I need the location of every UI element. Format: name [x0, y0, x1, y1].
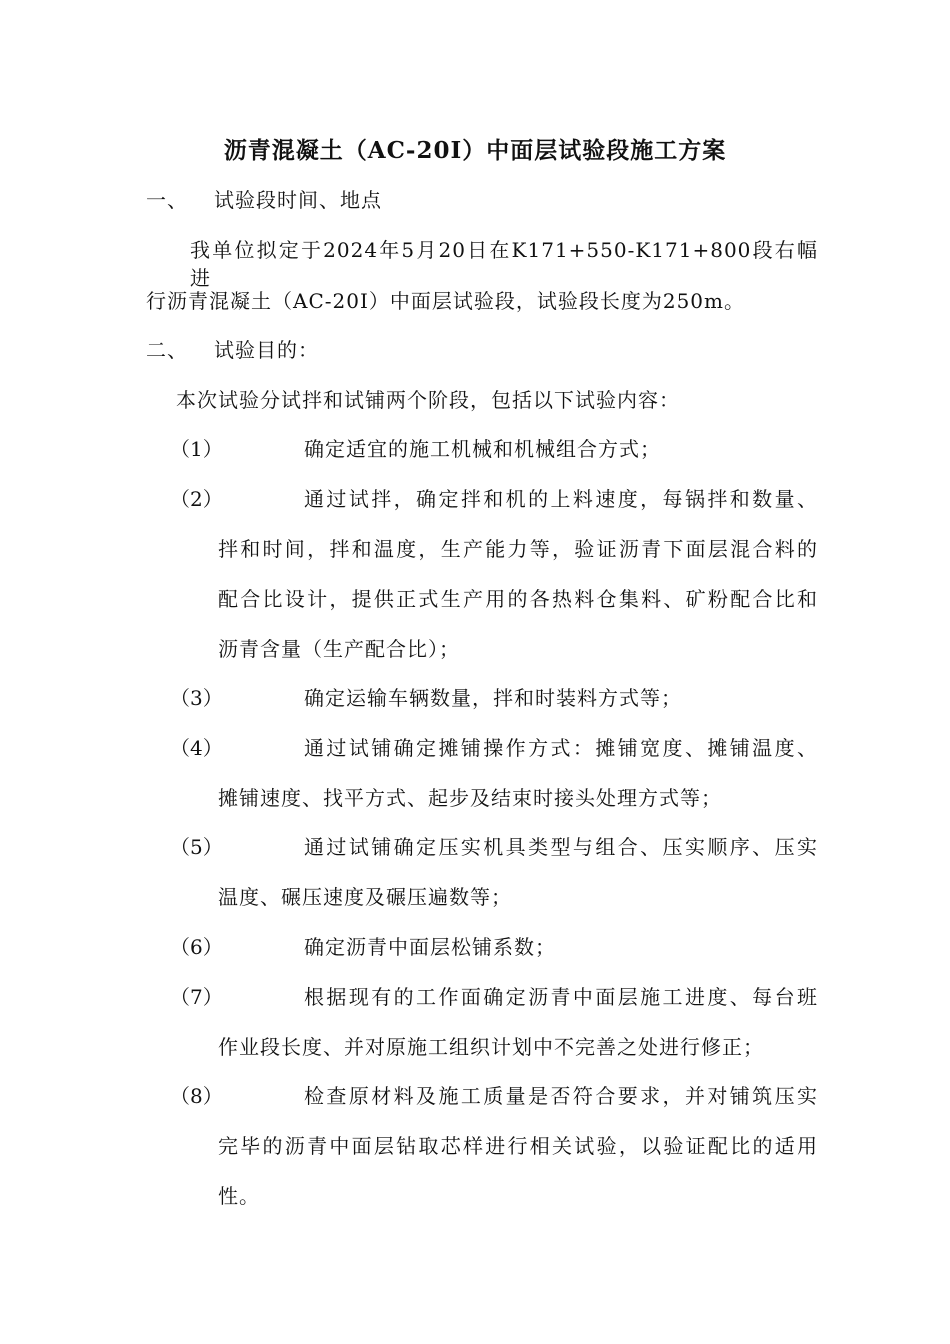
list-item-line: 确定适宜的施工机械和机械组合方式； [304, 437, 661, 461]
list-item-line: 检查原材料及施工质量是否符合要求，并对铺筑压实 [304, 1084, 818, 1108]
section-2-heading: 试验目的： [214, 338, 319, 362]
list-item-line: 完毕的沥青中面层钻取芯样进行相关试验，以验证配比的适用 [218, 1134, 818, 1158]
section-1-number: 一、 [146, 188, 188, 212]
list-item-line: 温度、碾压速度及碾压遍数等； [218, 885, 512, 909]
document-title: 沥青混凝土（AC-20I）中面层试验段施工方案 [223, 137, 727, 164]
section-1-paragraph-line-1: 我单位拟定于2024年5月20日在K171+550-K171+800段右幅进 [190, 238, 818, 290]
list-item-line: 作业段长度、并对原施工组织计划中不完善之处进行修正； [218, 1035, 764, 1059]
list-item-line: 确定沥青中面层松铺系数； [304, 935, 556, 959]
list-item-line: 通过试铺确定压实机具类型与组合、压实顺序、压实 [304, 835, 818, 859]
section-2-number: 二、 [146, 338, 188, 362]
list-item-label: （1） [170, 437, 223, 461]
section-2-intro: 本次试验分试拌和试铺两个阶段，包括以下试验内容： [176, 388, 680, 412]
list-item-line: 配合比设计，提供正式生产用的各热料仓集料、矿粉配合比和 [218, 587, 818, 611]
list-item-line: 通过试拌，确定拌和机的上料速度，每锅拌和数量、 [304, 487, 818, 511]
list-item-label: （8） [170, 1084, 223, 1108]
list-item-line: 摊铺速度、找平方式、起步及结束时接头处理方式等； [218, 786, 722, 810]
list-item-label: （3） [170, 686, 223, 710]
list-item-line: 确定运输车辆数量，拌和时装料方式等； [304, 686, 682, 710]
section-1-heading: 试验段时间、地点 [214, 188, 382, 212]
list-item-line: 通过试铺确定摊铺操作方式：摊铺宽度、摊铺温度、 [304, 736, 818, 760]
section-1-paragraph-line-2: 行沥青混凝土（AC-20I）中面层试验段，试验段长度为250m。 [146, 289, 745, 313]
list-item-label: （2） [170, 487, 223, 511]
list-item-label: （5） [170, 835, 223, 859]
list-item-label: （4） [170, 736, 223, 760]
list-item-label: （6） [170, 935, 223, 959]
list-item-line: 沥青含量（生产配合比）； [218, 637, 460, 661]
list-item-line: 拌和时间，拌和温度，生产能力等，验证沥青下面层混合料的 [218, 537, 818, 561]
list-item-line: 根据现有的工作面确定沥青中面层施工进度、每台班 [304, 985, 818, 1009]
list-item-label: （7） [170, 985, 223, 1009]
list-item-line: 性。 [218, 1184, 260, 1208]
